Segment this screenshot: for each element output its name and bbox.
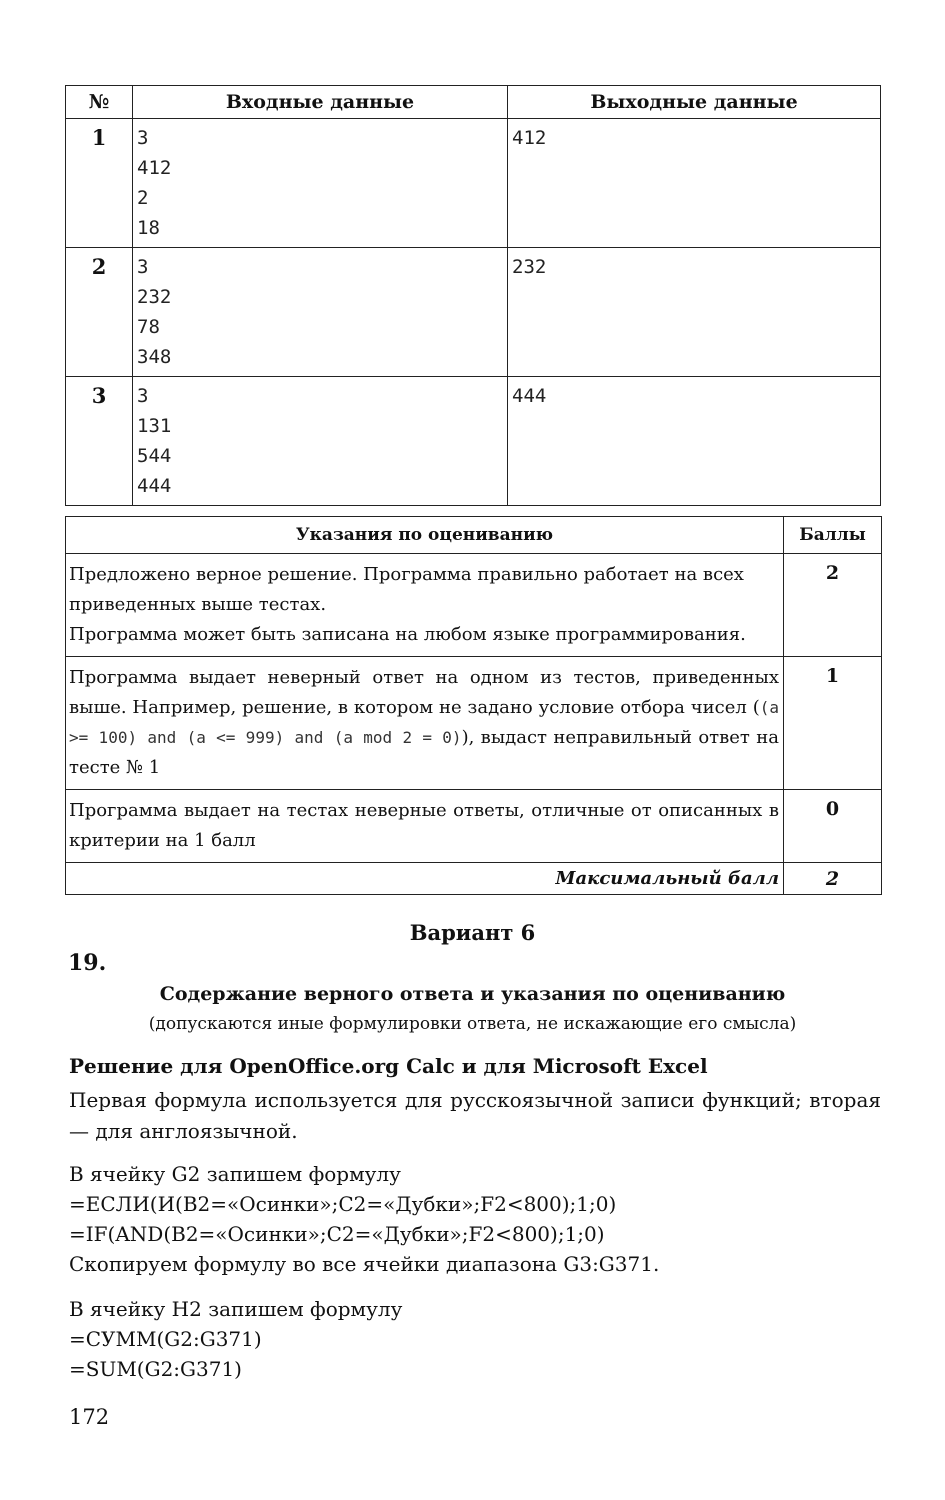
page-number: 172 [69, 1405, 110, 1429]
test-number: 3 [66, 377, 133, 506]
criteria-header-row [66, 517, 882, 554]
formula-ru: =СУММ(G2:G371) [69, 1327, 262, 1351]
output-line: 444 [512, 385, 547, 407]
criteria-points: 0 [784, 790, 882, 863]
output-line: 412 [512, 127, 547, 149]
criteria-text: Программа выдает неверный ответ на одном из тестов, приведенных выше. Например, решение, в котором не задано условие отбора чисел ( [69, 667, 779, 718]
criteria-description [66, 657, 784, 790]
solution-title: Решение для OpenOffice.org Calc и для Microsoft Excel [69, 1054, 708, 1078]
criteria-line: приведенных выше тестах. [69, 594, 327, 615]
intro-paragraph: Первая формула используется для русскоязычной записи функций; вторая — для англоязычной. [69, 1088, 881, 1143]
instruction-line: Скопируем формулу во все ячейки диапазона G3:G371. [69, 1252, 660, 1276]
header-num: № [66, 86, 133, 119]
input-line: 412 [137, 157, 172, 179]
criteria-table [65, 516, 882, 895]
input-line: 348 [137, 346, 172, 368]
input-line: 2 [137, 187, 149, 209]
output-line: 232 [512, 256, 547, 278]
header-points: Баллы [784, 517, 882, 554]
test-row [66, 119, 881, 248]
criteria-line: Программа может быть записана на любом языке программирования. [69, 624, 746, 645]
test-number: 2 [66, 248, 133, 377]
criteria-row [66, 790, 882, 863]
criteria-description: Программа выдает на тестах неверные ответы, отличные от описанных в критерии на 1 балл [66, 790, 784, 863]
test-row [66, 377, 881, 506]
test-input [133, 119, 508, 248]
test-output [508, 248, 881, 377]
formula-en: =SUM(G2:G371) [69, 1357, 242, 1381]
max-score-label: Максимальный балл [66, 863, 784, 895]
input-line: 544 [137, 445, 172, 467]
tests-header-row [66, 86, 881, 119]
test-input [133, 377, 508, 506]
input-line: 444 [137, 475, 172, 497]
criteria-row [66, 554, 882, 657]
instruction-line: В ячейку H2 запишем формулу [69, 1297, 403, 1321]
condition-code: (a >= 100) and (a <= 999) and (a mod 2 = 0) [69, 698, 779, 747]
criteria-text: ), выдаст неправильный ответ на тесте № 1 [69, 727, 779, 778]
content-title: Содержание верного ответа и указания по оцениванию [159, 983, 786, 1005]
test-row [66, 248, 881, 377]
test-number: 1 [66, 119, 133, 248]
formula-ru: =ЕСЛИ(И(B2=«Осинки»;C2=«Дубки»;F2<800);1;0) [69, 1192, 617, 1216]
max-score-value: 2 [784, 863, 882, 895]
instruction-line: В ячейку G2 запишем формулу [69, 1162, 401, 1186]
criteria-description [66, 554, 784, 657]
input-line: 3 [137, 385, 149, 407]
input-line: 78 [137, 316, 160, 338]
criteria-line: Предложено верное решение. Программа правильно работает на всех [69, 564, 744, 585]
header-output: Выходные данные [508, 86, 881, 119]
formula-en: =IF(AND(B2=«Осинки»;C2=«Дубки»;F2<800);1;0) [69, 1222, 605, 1246]
tests-table [65, 85, 881, 506]
header-input: Входные данные [133, 86, 508, 119]
criteria-row [66, 657, 882, 790]
test-output [508, 119, 881, 248]
content-note: (допускаются иные формулировки ответа, не искажающие его смысла) [148, 1014, 797, 1034]
input-line: 3 [137, 256, 149, 278]
test-input [133, 248, 508, 377]
input-line: 18 [137, 217, 160, 239]
variant-title: Вариант 6 [409, 920, 536, 945]
formula-block-g2 [69, 1159, 659, 1279]
header-criteria: Указания по оцениванию [66, 517, 784, 554]
input-line: 232 [137, 286, 172, 308]
criteria-points: 1 [784, 657, 882, 790]
input-line: 131 [137, 415, 172, 437]
task-number: 19. [68, 950, 107, 976]
max-score-row [66, 863, 882, 895]
input-line: 3 [137, 127, 149, 149]
criteria-points: 2 [784, 554, 882, 657]
test-output [508, 377, 881, 506]
formula-block-h2 [69, 1294, 402, 1384]
